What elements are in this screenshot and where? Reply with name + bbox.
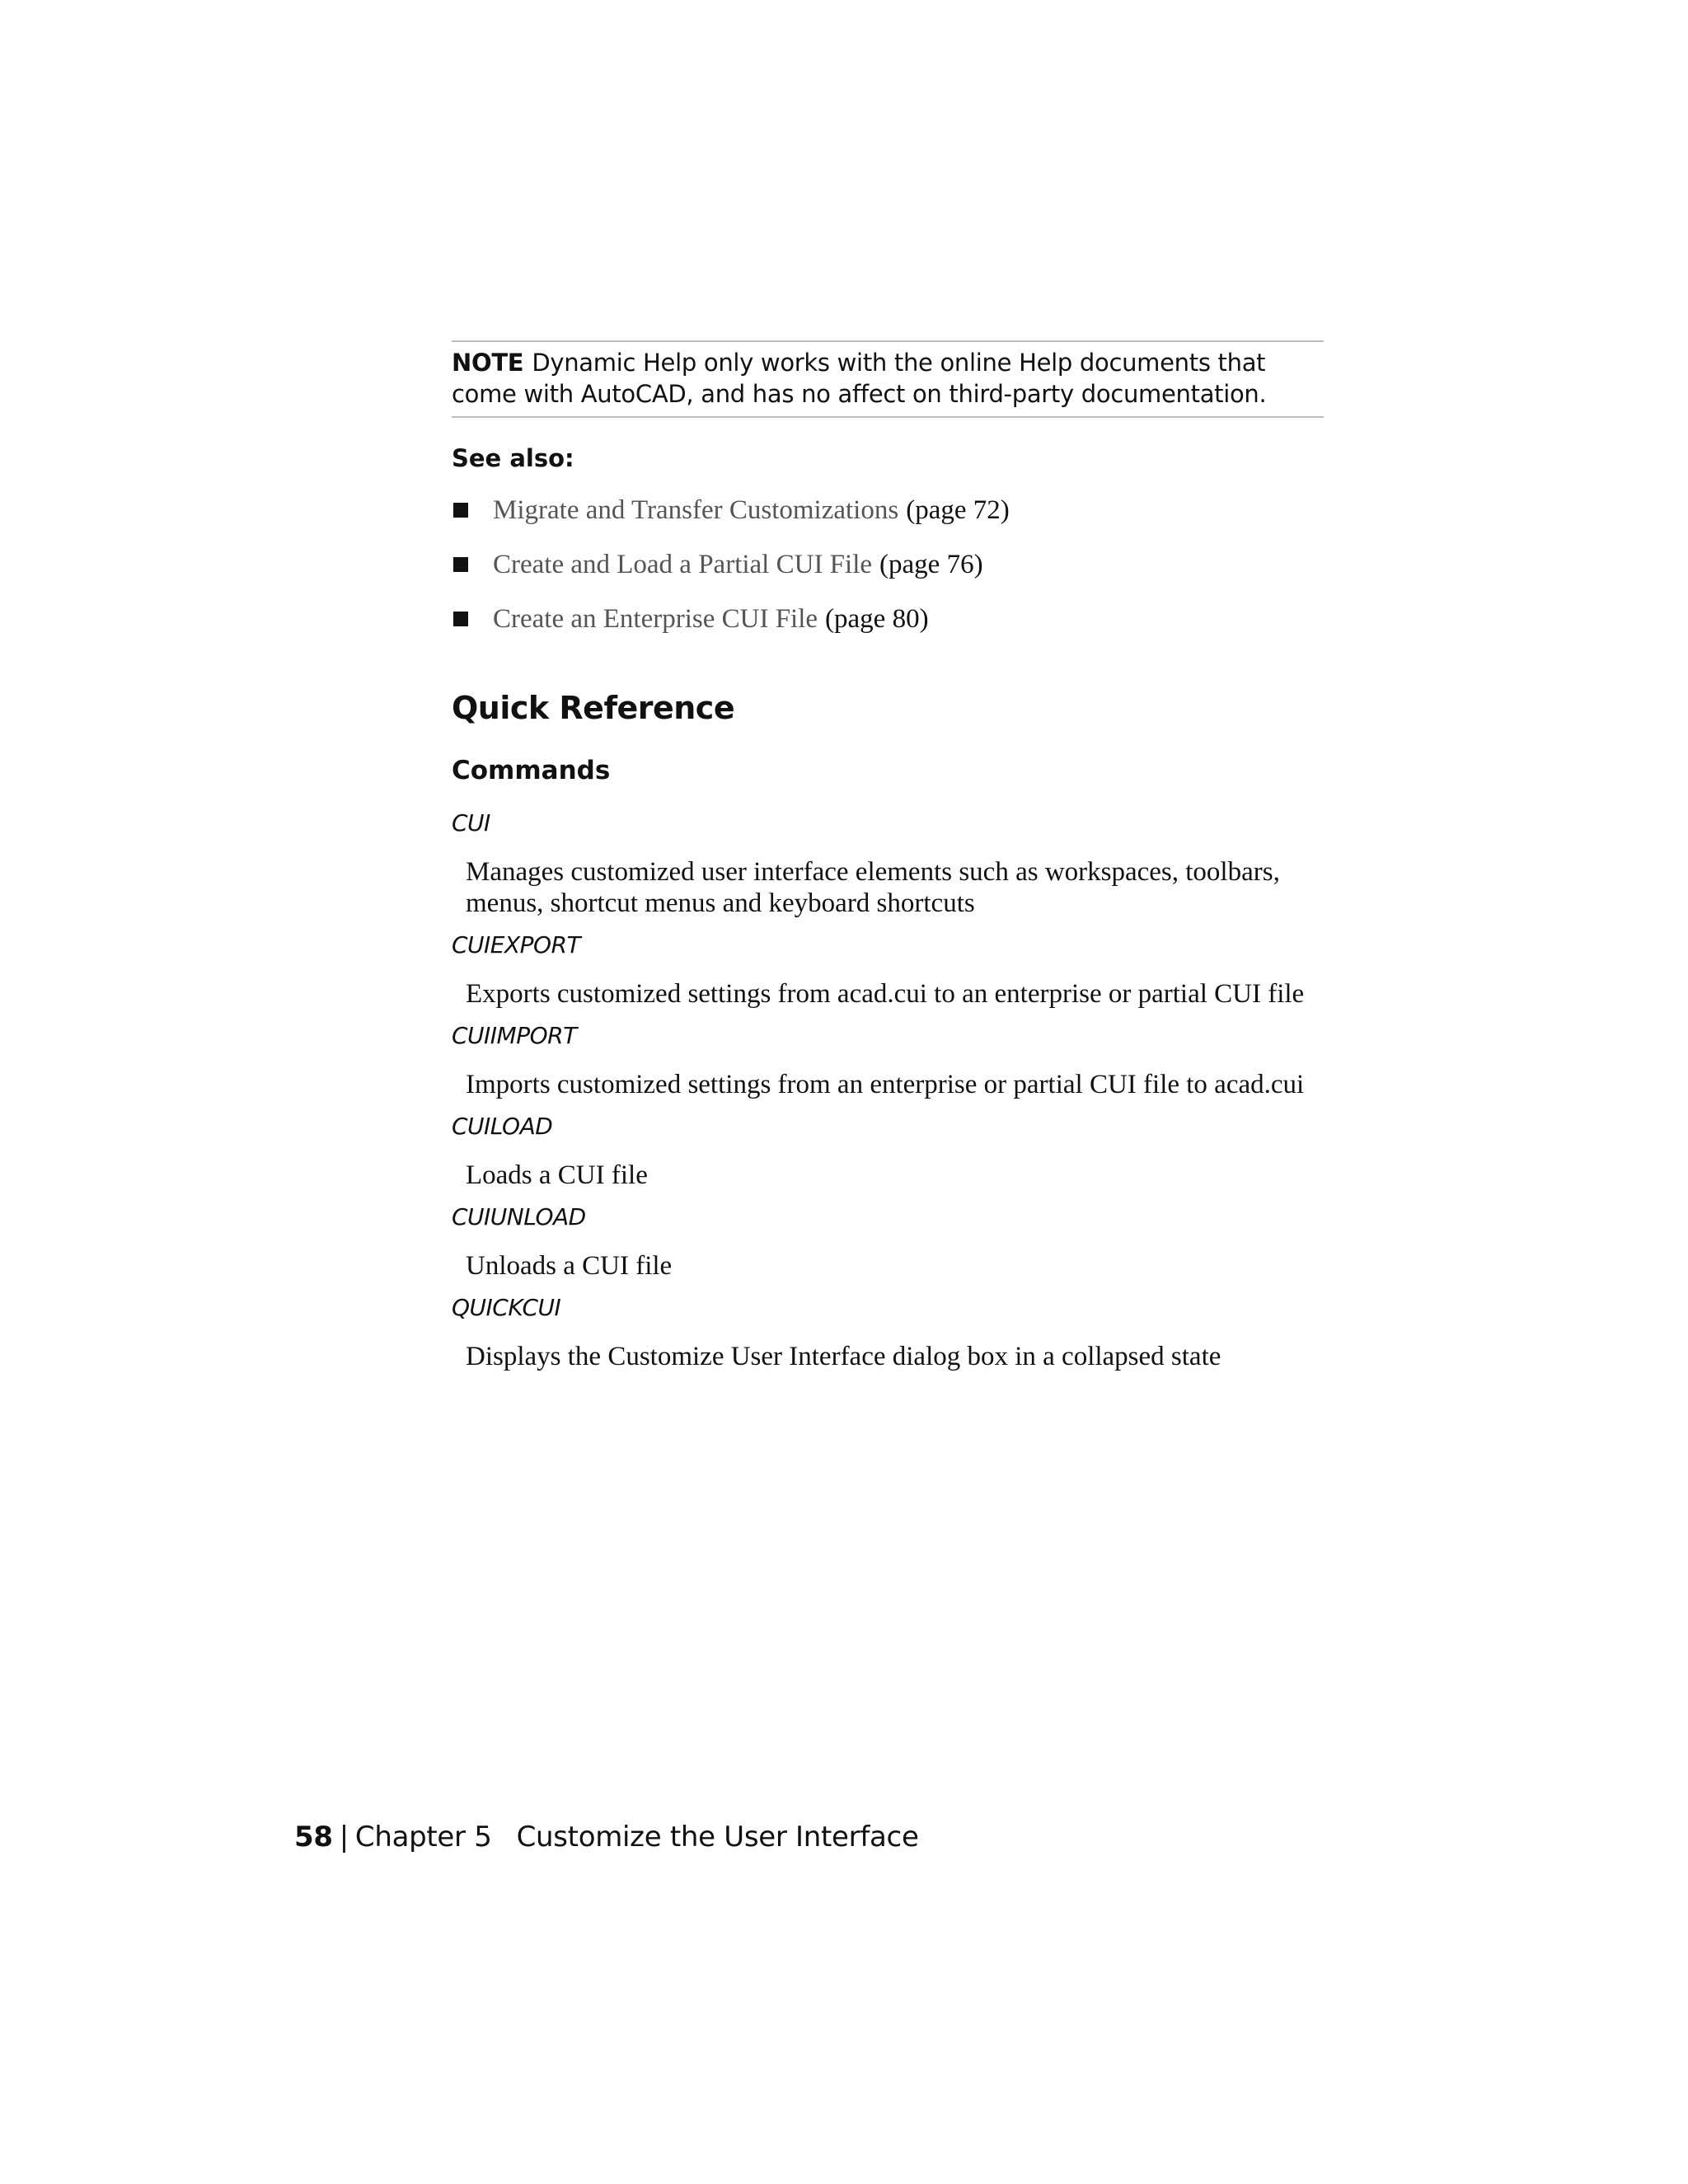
command-name: CUI <box>452 809 490 837</box>
page-reference: (page 76) <box>879 549 983 579</box>
note-box <box>452 340 1324 418</box>
square-bullet-icon <box>453 557 468 572</box>
link-create-enterprise-cui[interactable]: Create an Enterprise CUI File <box>493 603 818 634</box>
command-description: Displays the Customize User Interface dialog box in a collapsed state <box>466 1342 1221 1371</box>
command-description: Exports customized settings from acad.cui to an enterprise or partial CUI file <box>466 979 1305 1009</box>
link-migrate-transfer-customizations[interactable]: Migrate and Transfer Customizations <box>493 494 899 525</box>
command-name: CUIUNLOAD <box>452 1203 586 1230</box>
command-name: CUIIMPORT <box>452 1022 577 1049</box>
page-content <box>452 340 1324 1384</box>
commands-heading: Commands <box>452 756 611 785</box>
link-create-load-partial-cui[interactable]: Create and Load a Partial CUI File <box>493 549 873 579</box>
footer-separator: | <box>339 1821 349 1854</box>
page-reference: (page 80) <box>825 603 929 634</box>
note-text: Dynamic Help only works with the online Help documents that come with AutoCAD, and has no affect on third-party documentation. <box>452 349 1267 408</box>
square-bullet-icon <box>453 612 468 626</box>
command-name: CUILOAD <box>452 1113 553 1140</box>
quick-reference-heading: Quick Reference <box>452 690 735 726</box>
command-description: Unloads a CUI file <box>466 1251 673 1281</box>
list-item <box>452 546 1324 583</box>
list-item <box>452 601 1324 637</box>
command-description: Manages customized user interface elements such as workspaces, toolbars, menus, shortcut menus and keyboard shortcuts <box>466 857 1280 918</box>
command-name: CUIEXPORT <box>452 931 581 958</box>
command-description: Loads a CUI file <box>466 1160 648 1190</box>
see-also-heading: See also: <box>452 444 574 472</box>
chapter-title: Customize the User Interface <box>516 1821 919 1854</box>
page-footer <box>294 1819 919 1855</box>
page-number: 58 <box>294 1821 333 1854</box>
command-list <box>452 808 1324 1372</box>
square-bullet-icon <box>453 503 468 518</box>
command-description: Imports customized settings from an enterprise or partial CUI file to acad.cui <box>466 1070 1305 1099</box>
note-label: NOTE <box>452 349 524 377</box>
command-name: QUICKCUI <box>452 1294 561 1321</box>
page-reference: (page 72) <box>906 494 1010 525</box>
see-also-list <box>452 492 1324 637</box>
list-item <box>452 492 1324 528</box>
chapter-label: Chapter 5 <box>354 1821 492 1854</box>
